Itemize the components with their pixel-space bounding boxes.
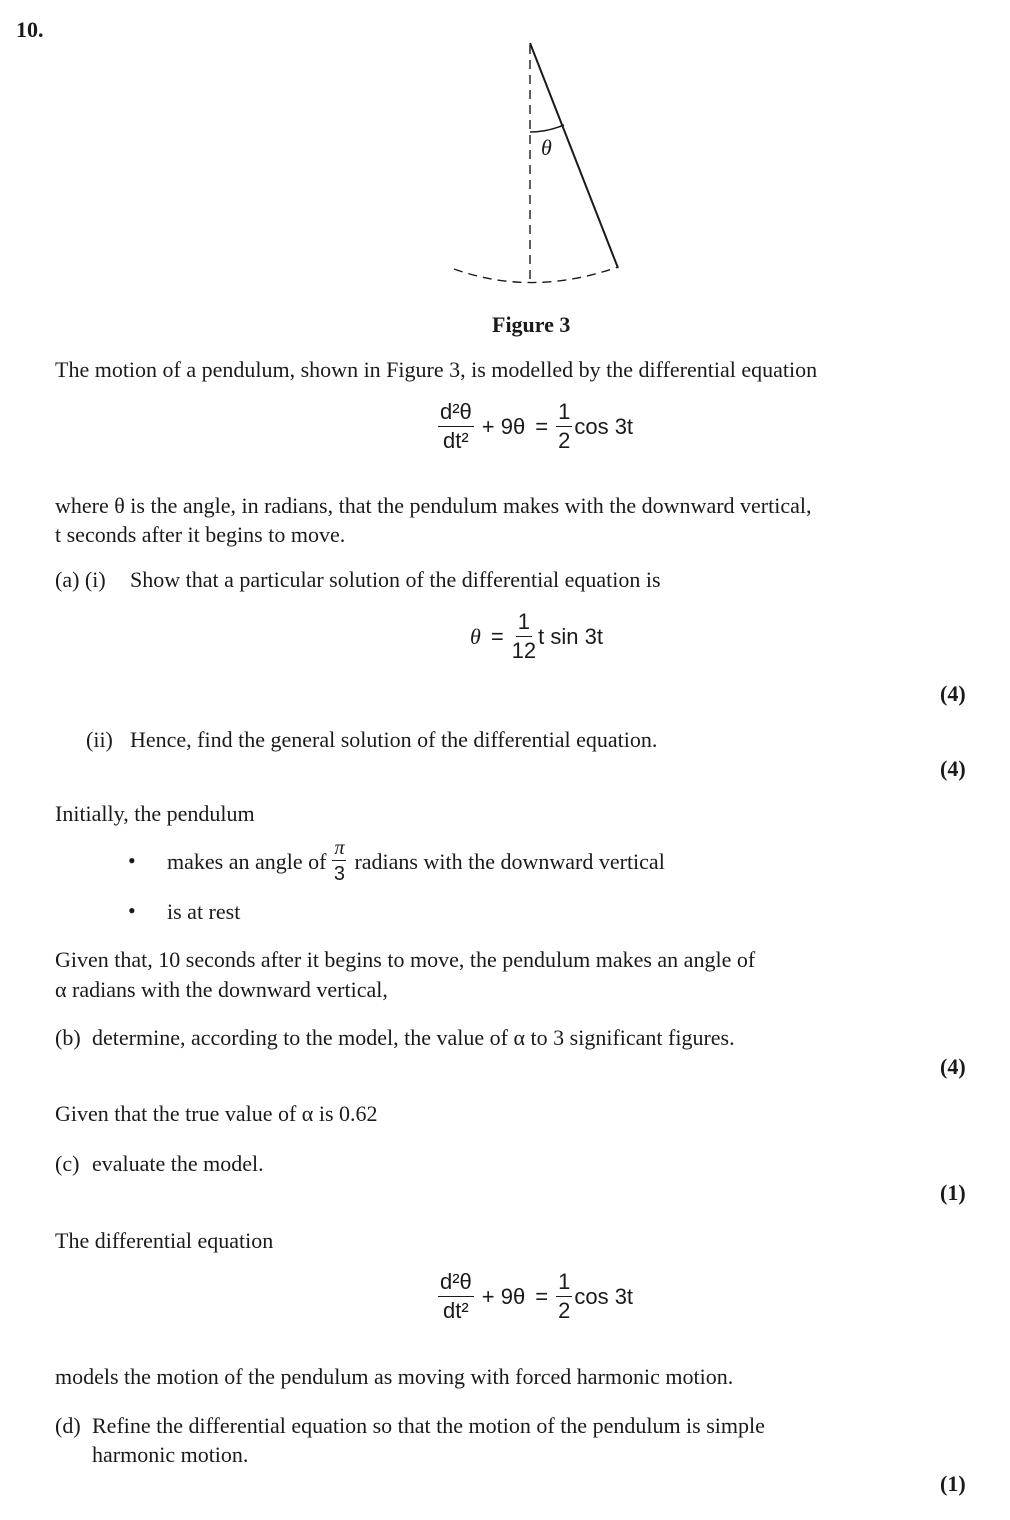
de-intro-text: The differential equation <box>55 1228 274 1253</box>
given-true-value: Given that the true value of α is 0.62 <box>55 1101 378 1126</box>
fraction-denominator: dt² <box>443 428 469 453</box>
part-a-ii-text: Hence, find the general solution of the differential equation. <box>130 727 658 752</box>
fraction-numerator: d²θ <box>438 1270 474 1297</box>
theta-label: θ <box>541 135 552 160</box>
pi-over-three-fraction <box>332 838 346 885</box>
half-fraction <box>556 1270 572 1323</box>
marks-d: (1) <box>940 1471 966 1496</box>
models-text: models the motion of the pendulum as moving with forced harmonic motion. <box>55 1364 734 1389</box>
equals-sign: = <box>535 413 549 439</box>
given-line-2: α radians with the downward vertical, <box>55 977 388 1002</box>
initially-text: Initially, the pendulum <box>55 801 255 826</box>
pendulum-figure <box>440 35 640 295</box>
equals-sign: = <box>490 623 504 649</box>
part-a-i-label: (a) (i) <box>55 567 106 592</box>
theta-symbol: θ <box>470 623 481 649</box>
differential-equation-repeat <box>438 1270 633 1323</box>
part-b-label: (b) <box>55 1025 81 1050</box>
part-b-text: determine, according to the model, the value of α to 3 significant figures. <box>92 1025 735 1050</box>
where-line-1: where θ is the angle, in radians, that the pendulum makes with the downward vertical, <box>55 493 812 518</box>
marks-a-i: (4) <box>940 681 966 706</box>
part-c-label: (c) <box>55 1151 80 1176</box>
part-d-label: (d) <box>55 1413 81 1438</box>
linear-term: + 9θ <box>481 413 526 439</box>
fraction-denominator: 2 <box>558 428 571 453</box>
angle-arc <box>530 125 564 132</box>
one-twelfth-fraction <box>512 610 536 663</box>
marks-c: (1) <box>940 1180 966 1205</box>
fraction-denominator: dt² <box>443 1298 469 1323</box>
fraction-numerator: 1 <box>556 400 572 427</box>
bullet-1 <box>167 838 665 885</box>
where-line-2: t seconds after it begins to move. <box>55 522 346 547</box>
cosine-term: cos 3t <box>574 413 634 439</box>
fraction-denominator: 2 <box>558 1298 571 1323</box>
part-d-text-1: Refine the differential equation so that the motion of the pendulum is simple <box>92 1413 765 1438</box>
second-derivative-fraction <box>438 400 474 453</box>
linear-term: + 9θ <box>481 1283 526 1309</box>
given-line-1: Given that, 10 seconds after it begins to move, the pendulum makes an angle of <box>55 947 756 972</box>
marks-a-ii: (4) <box>940 756 966 781</box>
t-sine-term: t sin 3t <box>538 623 603 649</box>
figure-caption: Figure 3 <box>492 312 571 337</box>
bullet-1-pre-text: makes an angle of <box>167 848 327 874</box>
equals-sign: = <box>535 1283 549 1309</box>
fraction-numerator: 1 <box>556 1270 572 1297</box>
marks-b: (4) <box>940 1054 966 1079</box>
part-d-text-2: harmonic motion. <box>92 1442 249 1467</box>
cosine-term: cos 3t <box>574 1283 634 1309</box>
half-fraction <box>556 400 572 453</box>
part-a-i-text: Show that a particular solution of the differential equation is <box>130 567 661 592</box>
part-a-ii-label: (ii) <box>86 727 113 752</box>
bullet-dot: • <box>128 898 136 923</box>
part-c-text: evaluate the model. <box>92 1151 264 1176</box>
fraction-numerator: 1 <box>516 610 532 637</box>
particular-solution-equation <box>470 610 603 663</box>
swing-arc-dashed <box>454 267 618 283</box>
question-number: 10. <box>16 17 44 42</box>
fraction-denominator: 3 <box>333 863 346 885</box>
bullet-dot: • <box>128 848 136 873</box>
fraction-denominator: 12 <box>511 638 537 663</box>
bullet-2: is at rest <box>167 899 241 924</box>
fraction-numerator: π <box>334 837 345 859</box>
bullet-1-post-text: radians with the downward vertical <box>354 848 665 874</box>
intro-text: The motion of a pendulum, shown in Figure 3, is modelled by the differential equation <box>55 357 818 382</box>
differential-equation <box>438 400 633 453</box>
second-derivative-fraction <box>438 1270 474 1323</box>
fraction-numerator: d²θ <box>438 400 474 427</box>
